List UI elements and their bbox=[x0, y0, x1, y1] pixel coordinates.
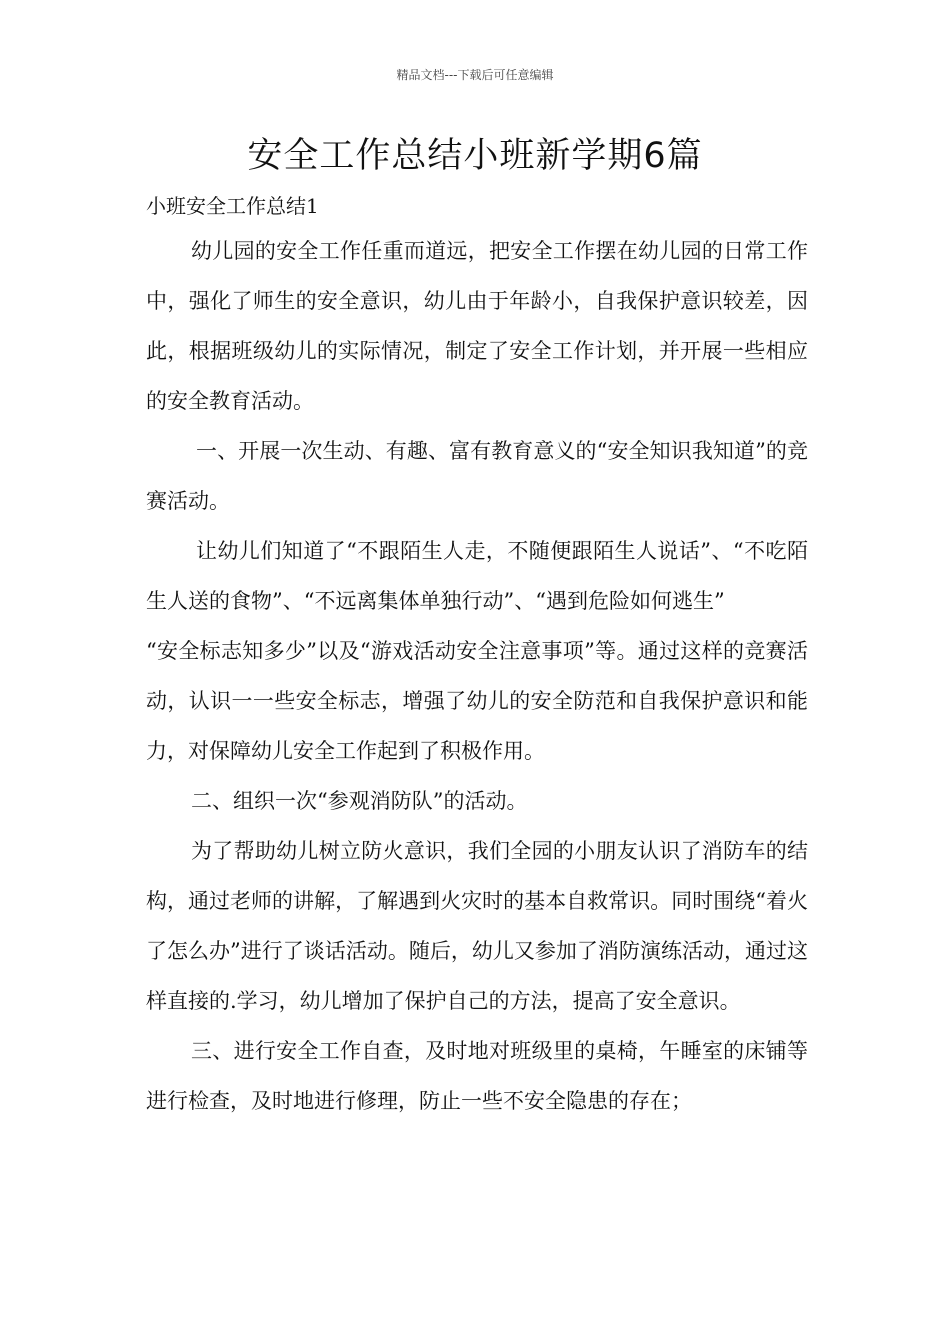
document-body bbox=[146, 226, 808, 1126]
header-note: 精品文档---下载后可任意编辑 bbox=[396, 68, 554, 82]
paragraph-section-1: 一、开展一次生动、有趣、富有教育意义的“安全知识我知道”的竞赛活动。 bbox=[146, 439, 808, 513]
paragraph-rules: 让幼儿们知道了“不跟陌生人走，不随便跟陌生人说话”、“不吃陌生人送的食物”、“不远离集体单独行动”、“遇到危险如何逃生” bbox=[146, 539, 808, 613]
paragraph-signs: “安全标志知多少”以及“游戏活动安全注意事项”等。通过这样的竞赛活动，认识一一些安全标志，增强了幼儿的安全防范和自我保护意识和能力，对保障幼儿安全工作起到了积极作用。 bbox=[146, 639, 808, 763]
section-subtitle: 小班安全工作总结1 bbox=[146, 194, 319, 218]
paragraph-section-3: 三、进行安全工作自查，及时地对班级里的桌椅，午睡室的床铺等进行检查，及时地进行修理，防止一些不安全隐患的存在； bbox=[146, 1039, 808, 1113]
document-title: 安全工作总结小班新学期6篇 bbox=[247, 136, 703, 176]
paragraph-fire-safety: 为了帮助幼儿树立防火意识，我们全园的小朋友认识了消防车的结构，通过老师的讲解，了解遇到火灾时的基本自救常识。同时围绕“着火了怎么办”进行了谈话活动。随后，幼儿又参加了消防演练活动，通过这样直接的.学习，幼儿增加了保护自己的方法，提高了安全意识。 bbox=[146, 839, 808, 1013]
paragraph-intro: 幼儿园的安全工作任重而道远，把安全工作摆在幼儿园的日常工作中，强化了师生的安全意识，幼儿由于年龄小，自我保护意识较差，因此，根据班级幼儿的实际情况，制定了安全工作计划，并开展一些相应的安全教育活动。 bbox=[146, 239, 808, 413]
paragraph-section-2: 二、组织一次“参观消防队”的活动。 bbox=[191, 789, 528, 813]
